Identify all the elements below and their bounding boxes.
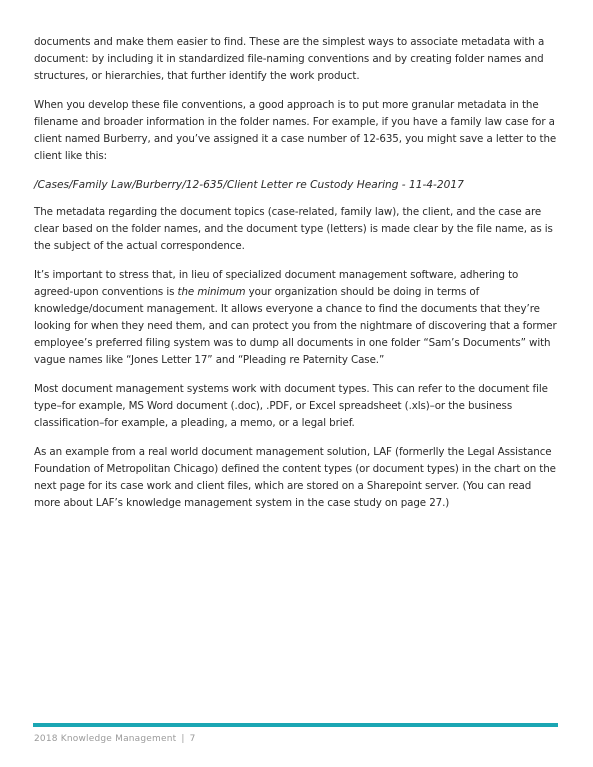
paragraph-file-conventions: When you develop these file conventions, a good approach is to put more granular metadata in the filename and broader information in the folder names. For example, if you have a family law case for a client named Burberry, and you’ve assigned it a case number of 12-635, you might save a letter to the client like this: xyxy=(34,99,557,162)
footer-title: 2018 Knowledge Management xyxy=(34,734,177,744)
page-number: 7 xyxy=(189,734,196,744)
paragraph-document-types: Most document management systems work with document types. This can refer to the document file type–for example, MS Word document (.doc), .PDF, or Excel spreadsheet (.xls)–or the business classification–for example, a pleading, a memo, or a legal brief. xyxy=(34,383,548,429)
paragraph-text-start: It’s important to stress that, in lieu of specialized document management software, adhering to agreed-upon conventions is xyxy=(34,269,519,298)
paragraph-conventions-importance xyxy=(34,267,557,369)
footer-divider xyxy=(33,723,558,727)
paragraph-metadata-explanation: The metadata regarding the document topics (case-related, family law), the client, and the case are clear based on the folder names, and the document type (letters) is made clear by the file name, as is the subject of the actual correspondence. xyxy=(34,206,553,252)
example-file-path: /Cases/Family Law/Burberry/12-635/Client Letter re Custody Hearing - 11-4-2017 xyxy=(34,179,464,191)
paragraph-laf-example: As an example from a real world document management solution, LAF (formerlly the Legal Assistance Foundation of Metropolitan Chicago) defined the content types (or document types) in the chart on the next page for its case work and client files, which are stored on a Sharepoint server. (You can read more about LAF’s knowledge management system in the case study on page 27.) xyxy=(34,446,556,509)
document-body xyxy=(34,34,557,524)
paragraph-metadata-intro: documents and make them easier to find. These are the simplest ways to associate metadata with a document: by including it in standardized file-naming conventions and by creating folder names and structures, or hierarchies, that further identify the work product. xyxy=(34,36,545,82)
emphasis-the-minimum: the minimum xyxy=(177,286,246,298)
footer-separator: | xyxy=(181,734,185,744)
paragraph-text-end: your organization should be doing in terms of knowledge/document management. It allows everyone a chance to find the documents that they’re looking for when they need them, and can protect you from the nightmare of discovering that a former employee’s preferred filing system was to dump all documents in one folder “Sam’s Documents” with vague names like “Jones Letter 17” and “Pleading re Paternity Case.” xyxy=(34,286,557,366)
page-footer xyxy=(34,733,196,745)
